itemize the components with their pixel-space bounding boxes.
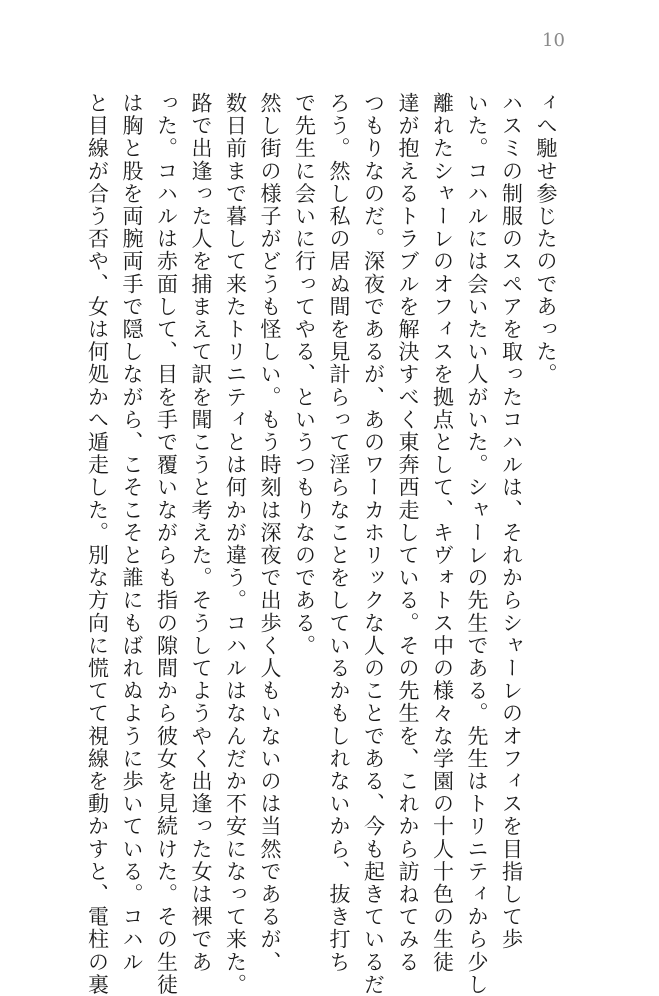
text-line: 数日前まで暮して来たトリニティとは何かが違う。コハルはなんだか不安になって来た。 bbox=[223, 92, 248, 996]
text-line: つもりなのだ。深夜であるが、あのワーカホリックな人のことである、今も起きているだ bbox=[361, 92, 386, 996]
text-line: は胸と股を両腕両手で隠しながら、こそこそと誰にもばれぬように歩いている。コハル bbox=[120, 92, 144, 974]
text-line: ろう。然し私の居ぬ間を見計らって淫らなことをしているかもしれないから、抜き打ち bbox=[327, 92, 351, 974]
page-number: 10 bbox=[542, 30, 565, 51]
text-line: った。コハルは赤面して、目を手で覆いながらも指の隙間から彼女を見続けた。その生徒 bbox=[154, 92, 179, 996]
text-line: 路で出逢った人を捕まえて訳を聞こうと考えた。そうしてようやく出逢った女は裸であ bbox=[189, 92, 213, 974]
text-line: ィへ馳せ参じたのであった。 bbox=[534, 92, 558, 386]
text-line: 然し街の様子がどうも怪しい。もう時刻は深夜で出歩く人もいないのは当然であるが、 bbox=[258, 92, 282, 974]
body-text bbox=[80, 92, 563, 996]
text-line: で先生に会いに行ってやる、というつもりなのである。 bbox=[292, 92, 317, 657]
text-line: 離れたシャーレのオフィスを拠点として、キヴォトス中の様々な学園の十人十色の生徒 bbox=[430, 92, 455, 974]
text-line: ハスミの制服のスペアを取ったコハルは、それからシャーレのオフィスを目指して歩 bbox=[499, 92, 524, 951]
text-line: いた。コハルには会いたい人がいた。シャーレの先生である。先生はトリニティから少し bbox=[465, 92, 489, 996]
text-line: と目線が合う否や、女は何処かへ遁走した。別な方向に慌てて視線を動かすと、電柱の裏 bbox=[85, 92, 110, 996]
text-line: 達が抱えるトラブルを解決すべく東奔西走している。その先生を、これから訪ねてみる bbox=[396, 92, 420, 974]
